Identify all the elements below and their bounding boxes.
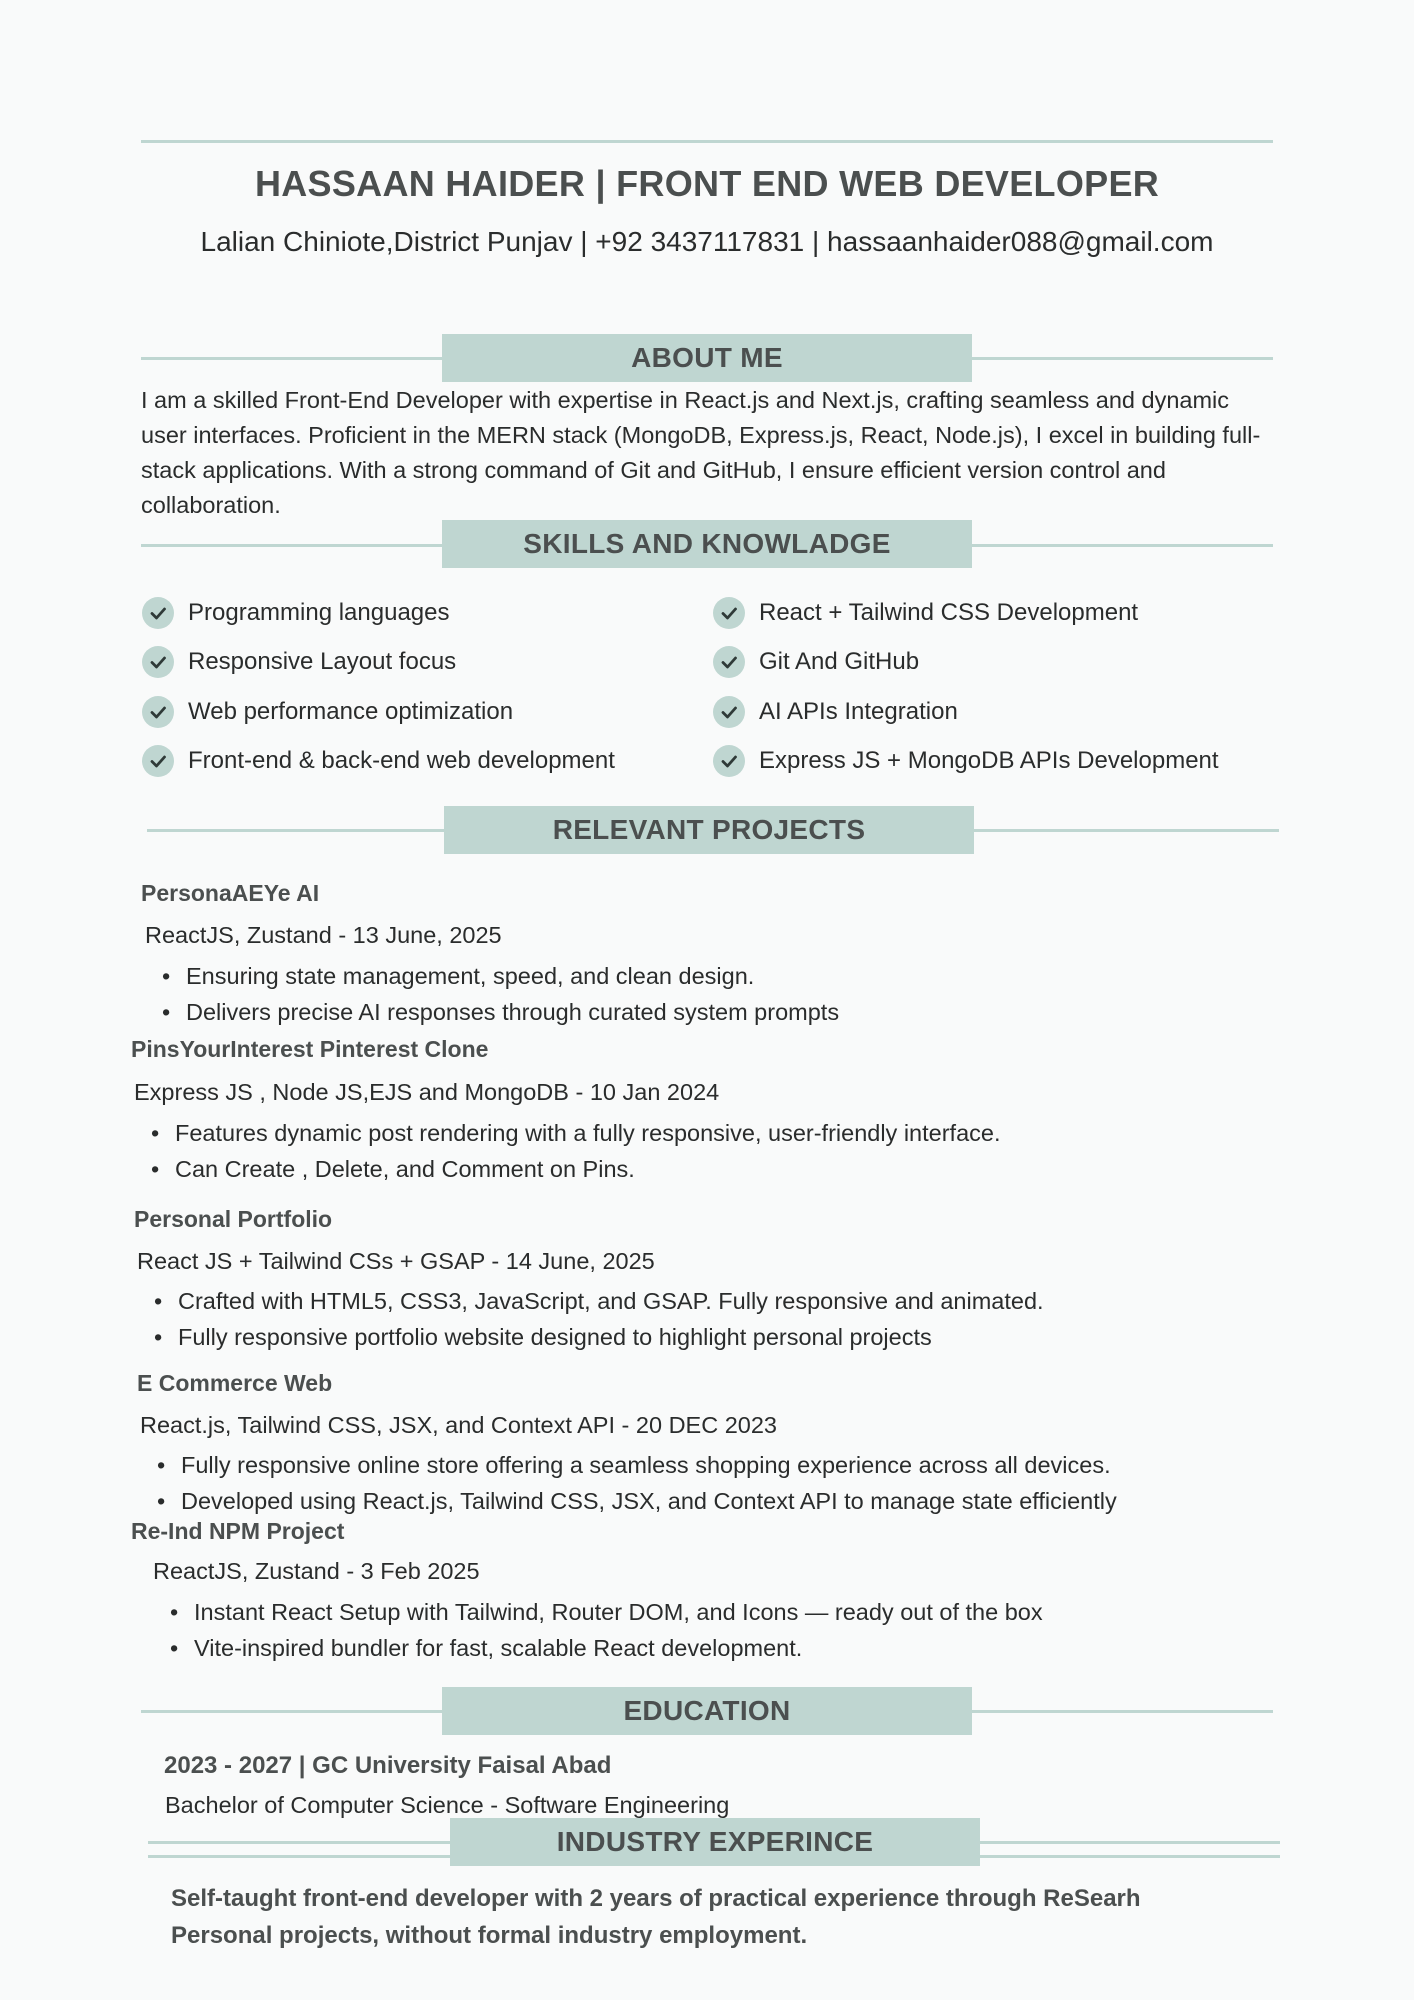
list-item: • Developed using React.js, Tailwind CSS, JSX, and Context API to manage state efficiently [151,1483,1117,1519]
skill-item [142,696,513,728]
skill-label: Web performance optimization [188,698,514,725]
project-bullets [156,958,839,1030]
skill-label: React + Tailwind CSS Development [759,599,1139,626]
project-bullets [148,1283,1044,1355]
section-header-industry: INDUSTRY EXPERINCE [450,1818,980,1866]
skill-item [713,597,1138,629]
education-degree: Bachelor of Computer Science - Software Engineering [165,1792,730,1818]
list-item: • Instant React Setup with Tailwind, Router DOM, and Icons — ready out of the box [164,1594,1043,1630]
list-item: • Features dynamic post rendering with a fully responsive, user-friendly interface. [145,1115,1001,1151]
check-circle-icon [713,745,745,777]
project-meta: React JS + Tailwind CSs + GSAP - 14 June, 2025 [137,1248,655,1274]
contact-line: Lalian Chiniote,District Punjav | +92 3437117831 | hassaanhaider088@gmail.com [200,226,1214,257]
project-title: Re-Ind NPM Project [131,1518,345,1544]
list-item: • Crafted with HTML5, CSS3, JavaScript, and GSAP. Fully responsive and animated. [148,1283,1044,1319]
project-title: PinsYourInterest Pinterest Clone [131,1036,489,1062]
project-bullets [151,1447,1117,1519]
project-meta: ReactJS, Zustand - 13 June, 2025 [145,922,502,948]
section-header-about: ABOUT ME [442,334,972,382]
industry-text: Self-taught front-end developer with 2 years of practical experience through ReSearh Personal projects, without formal industry employment. [171,1885,1141,1949]
skill-label: Responsive Layout focus [188,648,457,675]
education-title: 2023 - 2027 | GC University Faisal Abad [164,1752,612,1779]
check-circle-icon [142,745,174,777]
project-meta: Express JS , Node JS,EJS and MongoDB - 10 Jan 2024 [134,1079,720,1105]
check-circle-icon [142,696,174,728]
check-circle-icon [142,597,174,629]
list-item: • Delivers precise AI responses through curated system prompts [156,994,839,1030]
project-title: PersonaAEYe AI [141,880,320,906]
skill-label: AI APIs Integration [759,698,958,725]
project-title: E Commerce Web [137,1370,333,1396]
section-header-projects: RELEVANT PROJECTS [444,806,974,854]
list-item: • Can Create , Delete, and Comment on Pins. [145,1151,1001,1187]
skill-item [713,696,958,728]
list-item: • Ensuring state management, speed, and clean design. [156,958,839,994]
skill-label: Git And GitHub [759,648,920,675]
check-circle-icon [142,646,174,678]
project-bullets [164,1594,1043,1666]
list-item: • Vite-inspired bundler for fast, scalable React development. [164,1630,1043,1666]
project-meta: ReactJS, Zustand - 3 Feb 2025 [153,1558,480,1584]
page-title: HASSAAN HAIDER | FRONT END WEB DEVELOPER [254,163,1160,204]
skill-item [142,597,449,629]
about-text: I am a skilled Front-End Developer with expertise in React.js and Next.js, crafting seamless and dynamic user interfaces. Proficient in the MERN stack (MongoDB, Express.js, React, Node.js), I excel in building full-stack applications. With a strong command of Git and GitHub, I ensure efficient version control and collaboration. [141,387,1261,518]
project-bullets [145,1115,1001,1187]
skill-label: Express JS + MongoDB APIs Development [759,747,1219,774]
section-header-education: EDUCATION [442,1687,972,1735]
skill-item [713,745,1219,777]
list-item: • Fully responsive portfolio website designed to highlight personal projects [148,1319,1044,1355]
check-circle-icon [713,646,745,678]
project-meta: React.js, Tailwind CSS, JSX, and Context API - 20 DEC 2023 [140,1412,777,1438]
list-item: • Fully responsive online store offering a seamless shopping experience across all devices. [151,1447,1117,1483]
skill-label: Front-end & back-end web development [188,747,615,774]
skill-item [713,646,919,678]
check-circle-icon [713,597,745,629]
header-top-rule [141,140,1273,143]
skill-item [142,646,456,678]
section-header-skills: SKILLS AND KNOWLADGE [442,520,972,568]
check-circle-icon [713,696,745,728]
project-title: Personal Portfolio [134,1206,333,1232]
skill-label: Programming languages [188,599,450,626]
skill-item [142,745,615,777]
